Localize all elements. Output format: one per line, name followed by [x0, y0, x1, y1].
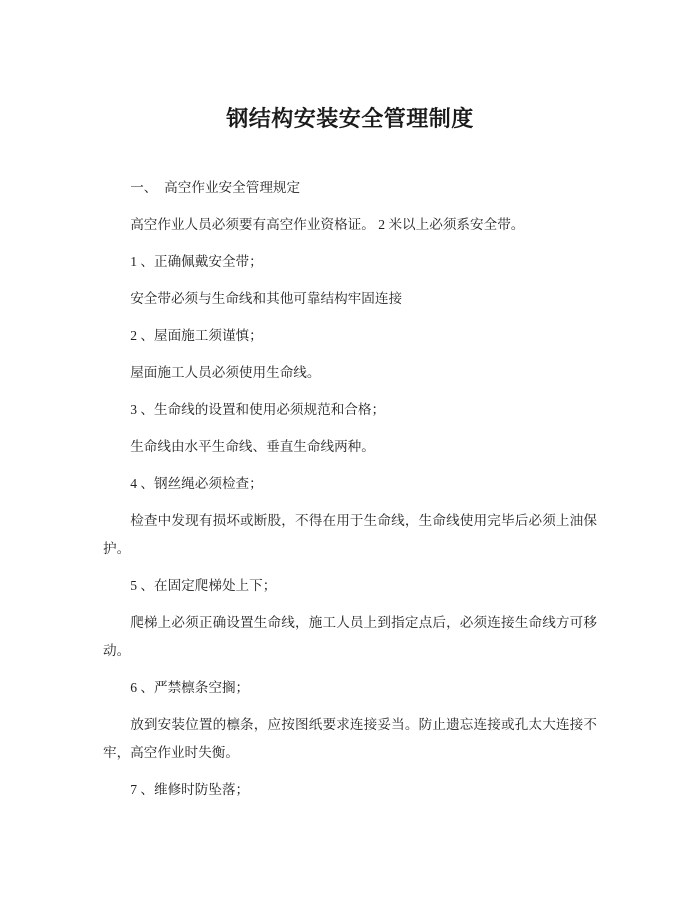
- item-2-heading: 2 、屋面施工须谨慎；: [130, 328, 263, 343]
- item-7-heading: 7 、维修时防坠落；: [130, 782, 250, 797]
- item-4-heading: 4 、钢丝绳必须检查；: [130, 476, 263, 491]
- item-1-body: 安全带必须与生命线和其他可靠结构牢固连接: [130, 291, 403, 306]
- item-3-heading: 3 、生命线的设置和使用必须规范和合格；: [130, 402, 386, 417]
- item-2-body: 屋面施工人员必须使用生命线。: [130, 365, 321, 380]
- item-5-heading: 5 、在固定爬梯处上下；: [130, 578, 277, 593]
- document-title: 钢结构安装安全管理制度: [226, 106, 474, 131]
- item-6-body: 放到安装位置的檩条，应按图纸要求连接妥当。防止遗忘连接或孔太大连接不牢，高空作业时失衡。: [103, 717, 597, 760]
- item-5-body: 爬梯上必须正确设置生命线，施工人员上到指定点后，必须连接生命线方可移动。: [103, 615, 597, 658]
- intro-paragraph: 高空作业人员必须要有高空作业资格证。 2 米以上必须系安全带。: [130, 217, 525, 232]
- section-heading-1: 一、 高空作业安全管理规定: [130, 180, 301, 195]
- item-3-body: 生命线由水平生命线、垂直生命线两种。: [130, 439, 375, 454]
- item-1-heading: 1 、正确佩戴安全带；: [130, 254, 263, 269]
- item-4-body: 检查中发现有损坏或断股，不得在用于生命线，生命线使用完毕后必须上油保护。: [103, 513, 597, 556]
- item-6-heading: 6 、严禁檩条空搁；: [130, 680, 250, 695]
- document-body: [103, 174, 597, 804]
